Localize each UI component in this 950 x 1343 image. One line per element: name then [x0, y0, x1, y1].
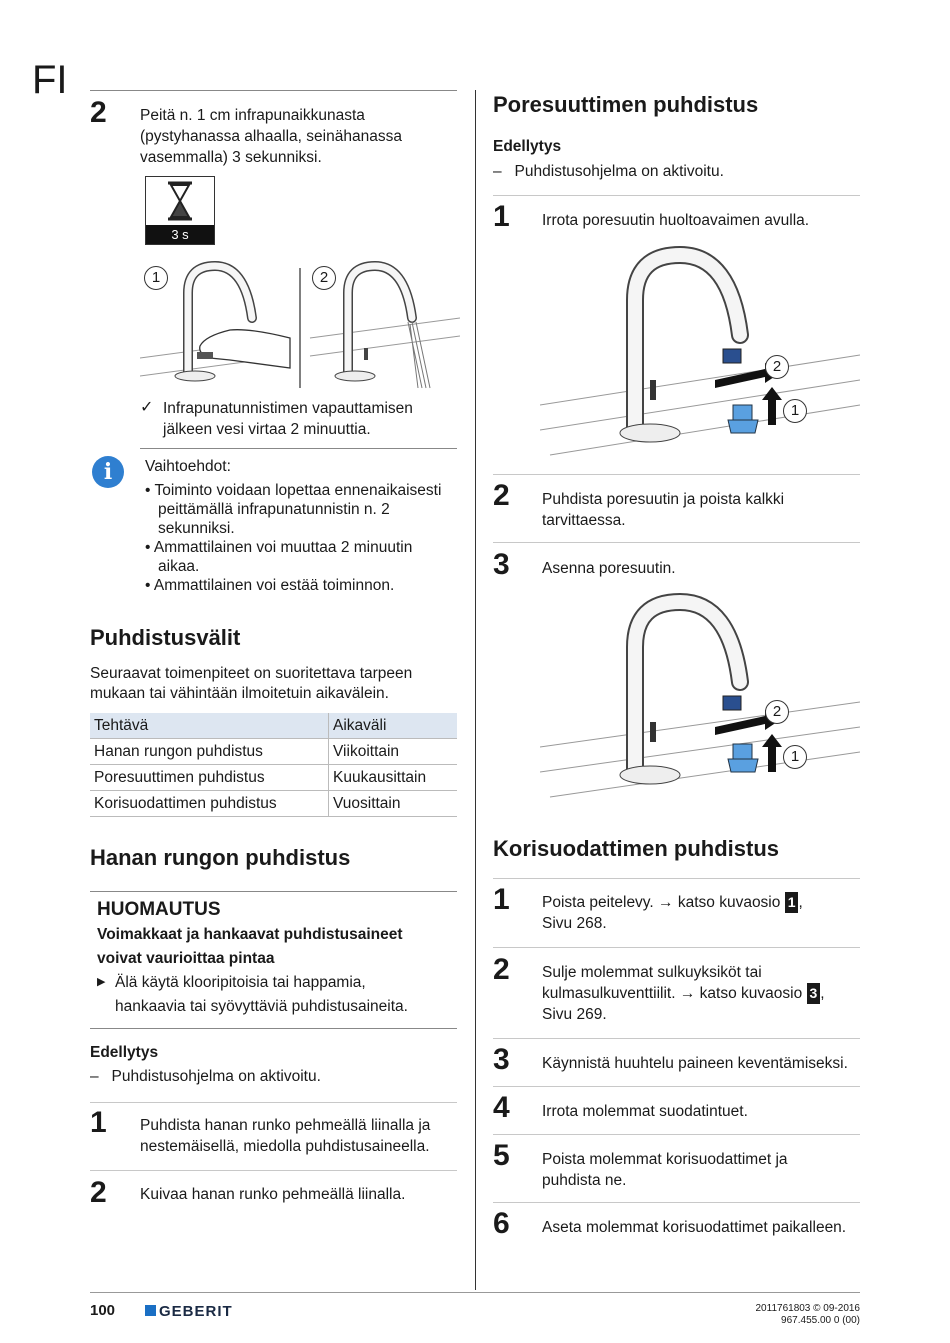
prerequisite-label: Edellytys — [90, 1044, 159, 1061]
document-code-line: 967.455.00 0 (00) — [781, 1315, 860, 1326]
section-heading: Korisuodattimen puhdistus — [493, 836, 779, 861]
section-heading: Poresuuttimen puhdistus — [493, 92, 759, 117]
step-text: Irrota poresuutin huoltoavaimen avulla. — [542, 212, 810, 229]
step-text: Kuivaa hanan runko pehmeällä liinalla. — [140, 1186, 406, 1203]
table-cell: Viikoittain — [329, 739, 458, 765]
document-code — [756, 1303, 861, 1327]
hourglass-icon — [145, 176, 215, 245]
step-number: 3 — [493, 1043, 510, 1076]
notice-item: Älä käytä klooripitoisia tai happamia, hankaavia tai syövyttäviä puhdistusaineita. — [115, 974, 408, 1015]
step-text: Sulje molemmat sulkuyksiköt tai kulmasulkuventtiilit. → katso kuvaosio 3 , Sivu 269. — [542, 964, 825, 1023]
info-icon: i — [92, 456, 124, 488]
step-text: Asenna poresuutin. — [542, 560, 676, 577]
result-text: Infrapunatunnistimen vapauttamisen jälkeen vesi virtaa 2 minuuttia. — [163, 400, 413, 438]
divider — [493, 1202, 860, 1203]
table-row — [90, 791, 457, 817]
step-number: 4 — [493, 1091, 510, 1124]
divider — [493, 947, 860, 948]
step-number: 1 — [493, 200, 510, 233]
step-text: Aseta molemmat korisuodattimet paikalleen. — [542, 1219, 847, 1236]
figure-marker: 1 — [144, 266, 168, 290]
divider — [493, 1134, 860, 1135]
step-number: 3 — [493, 548, 510, 581]
footer-rule — [90, 1292, 860, 1293]
divider — [90, 1170, 457, 1171]
aerator-removal-illustration — [540, 245, 860, 465]
figure-marker: 2 — [765, 700, 789, 724]
table-cell: Hanan rungon puhdistus — [90, 739, 329, 765]
step-number: 2 — [493, 953, 510, 986]
divider — [90, 90, 457, 91]
figure-marker: 1 — [783, 745, 807, 769]
notice-title: HUOMAUTUS — [97, 899, 221, 920]
divider — [493, 542, 860, 543]
step-text: Irrota molemmat suodatintuet. — [542, 1103, 748, 1120]
geberit-logo-mark — [145, 1305, 156, 1316]
info-list — [145, 481, 445, 595]
table-row — [90, 765, 457, 791]
language-label: FI — [32, 58, 68, 102]
section-heading: Hanan rungon puhdistus — [90, 845, 351, 870]
step-text: Peitä n. 1 cm infrapunaikkunasta (pystyhanassa alhaalla, seinähanassa vasemmalla) 3 sekunniksi. — [140, 107, 402, 166]
step-text: Puhdista poresuutin ja poista kalkki tarvittaessa. — [542, 491, 785, 529]
step-text: Puhdista hanan runko pehmeällä liinalla ja nestemäisellä, miedolla puhdistusaineella. — [140, 1117, 431, 1155]
brand-logo: GEBERIT — [159, 1303, 233, 1320]
info-item: • Ammattilainen voi muuttaa 2 minuutin aikaa. — [145, 539, 413, 575]
divider — [493, 1038, 860, 1039]
document-code-line: 2011761803 © 09-2016 — [755, 1303, 860, 1314]
page-number: 100 — [90, 1302, 116, 1319]
step-number: 1 — [493, 883, 510, 916]
figure-marker: 2 — [765, 355, 789, 379]
table-header-row — [90, 713, 457, 739]
info-title: Vaihtoehdot: — [145, 458, 231, 475]
column-header: Aikaväli — [329, 713, 458, 739]
table-cell: Korisuodattimen puhdistus — [90, 791, 329, 817]
divider — [493, 195, 860, 196]
prerequisite-text: – Puhdistusohjelma on aktivoitu. — [493, 163, 724, 180]
divider — [90, 1028, 457, 1029]
divider — [493, 878, 860, 879]
step-number: 1 — [90, 1106, 107, 1139]
figure-badge: 3 — [807, 983, 821, 1004]
table-cell: Poresuuttimen puhdistus — [90, 765, 329, 791]
divider — [493, 1086, 860, 1087]
info-item: • Ammattilainen voi estää toiminnon. — [145, 577, 395, 594]
step-text: Poista molemmat korisuodattimet ja puhdista ne. — [542, 1151, 788, 1189]
figure-marker: 1 — [783, 399, 807, 423]
prerequisite-text: – Puhdistusohjelma on aktivoitu. — [90, 1068, 321, 1085]
info-item: • Toiminto voidaan lopettaa ennenaikaisesti peittämällä infrapunatunnistin n. 2 sekunniksi. — [145, 482, 442, 537]
timer-label: 3 s — [146, 225, 214, 244]
step-text: Käynnistä huuhtelu paineen keventämiseksi. — [542, 1055, 848, 1072]
step-number: 2 — [90, 1176, 107, 1209]
table-cell: Vuosittain — [329, 791, 458, 817]
column-header: Tehtävä — [90, 713, 329, 739]
section-heading: Puhdistusvälit — [90, 625, 241, 650]
check-icon: ✓ — [140, 399, 154, 416]
triangle-right-icon: ▶ — [97, 976, 106, 988]
step-number: 6 — [493, 1207, 510, 1240]
aerator-install-illustration — [540, 592, 860, 802]
faucet-sensor-illustration — [140, 258, 460, 393]
notice-warning: Voimakkaat ja hankaavat puhdistusaineet voivat vaurioittaa pintaa — [97, 926, 403, 967]
table-row — [90, 739, 457, 765]
column-divider — [475, 90, 476, 1290]
divider — [90, 1102, 457, 1103]
table-cell: Kuukausittain — [329, 765, 458, 791]
step-text: Poista peitelevy. → katso kuvaosio 1 , Sivu 268. — [542, 894, 803, 932]
step-number: 2 — [90, 96, 107, 129]
divider — [140, 448, 457, 449]
step-number: 5 — [493, 1139, 510, 1172]
prerequisite-label: Edellytys — [493, 138, 562, 155]
intervals-table — [90, 713, 457, 817]
intro-text: Seuraavat toimenpiteet on suoritettava tarpeen mukaan tai vähintään ilmoitetuin aikavälein. — [90, 665, 413, 702]
figure-marker: 2 — [312, 266, 336, 290]
step-number: 2 — [493, 479, 510, 512]
figure-badge: 1 — [785, 892, 799, 913]
divider — [90, 891, 457, 892]
divider — [493, 474, 860, 475]
